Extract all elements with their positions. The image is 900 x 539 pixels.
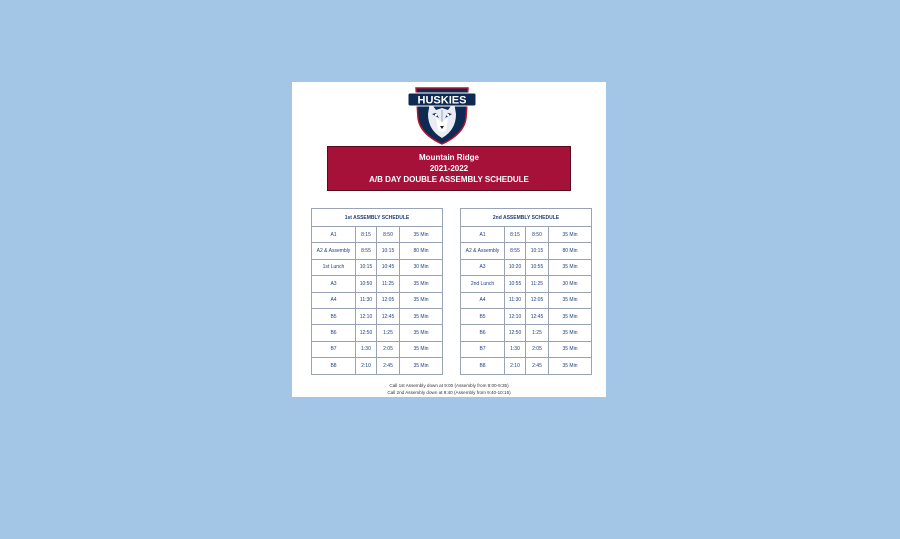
logo-wordmark: HUSKIES [417, 94, 467, 107]
start-time: 8:55 [505, 243, 526, 259]
duration: 30 Min [400, 259, 443, 275]
end-time: 2:45 [377, 358, 400, 374]
end-time: 12:05 [526, 292, 549, 308]
end-time: 8:50 [377, 227, 400, 243]
duration: 80 Min [400, 243, 443, 259]
end-time: 2:05 [526, 341, 549, 357]
start-time: 2:10 [505, 358, 526, 374]
table-row [312, 292, 443, 308]
table-title: 1st ASSEMBLY SCHEDULE [312, 209, 443, 227]
end-time: 2:05 [377, 341, 400, 357]
period-name: B6 [461, 325, 505, 341]
table-row [312, 243, 443, 259]
period-name: A1 [461, 227, 505, 243]
duration: 35 Min [549, 325, 592, 341]
schedule-title: A/B DAY DOUBLE ASSEMBLY SCHEDULE [369, 175, 529, 184]
start-time: 10:15 [356, 259, 377, 275]
table-row [312, 276, 443, 292]
table-row [312, 325, 443, 341]
period-name: A4 [461, 292, 505, 308]
end-time: 12:45 [377, 308, 400, 324]
duration: 35 Min [400, 308, 443, 324]
period-name: A4 [312, 292, 356, 308]
period-name: B7 [312, 341, 356, 357]
start-time: 11:30 [505, 292, 526, 308]
duration: 80 Min [549, 243, 592, 259]
title-banner [327, 146, 571, 191]
table-row [312, 341, 443, 357]
assembly-schedule-table-2 [460, 208, 592, 375]
duration: 35 Min [549, 308, 592, 324]
start-time: 10:50 [356, 276, 377, 292]
period-name: 2nd Lunch [461, 276, 505, 292]
school-name: Mountain Ridge [419, 153, 479, 162]
end-time: 10:45 [377, 259, 400, 275]
duration: 35 Min [549, 341, 592, 357]
table-row [461, 292, 592, 308]
period-name: B5 [312, 308, 356, 324]
period-name: B8 [312, 358, 356, 374]
table-row [312, 259, 443, 275]
period-name: A2 & Assembly [461, 243, 505, 259]
table-title: 2nd ASSEMBLY SCHEDULE [461, 209, 592, 227]
table-row [461, 243, 592, 259]
duration: 35 Min [549, 358, 592, 374]
duration: 35 Min [400, 341, 443, 357]
start-time: 12:10 [356, 308, 377, 324]
duration: 30 Min [549, 276, 592, 292]
table-row [461, 325, 592, 341]
start-time: 12:10 [505, 308, 526, 324]
start-time: 2:10 [356, 358, 377, 374]
table-row [461, 276, 592, 292]
start-time: 10:55 [505, 276, 526, 292]
end-time: 10:15 [526, 243, 549, 259]
assembly-notes [292, 382, 606, 396]
table-row [312, 227, 443, 243]
table-row [461, 341, 592, 357]
end-time: 10:15 [377, 243, 400, 259]
period-name: A3 [461, 259, 505, 275]
start-time: 8:55 [356, 243, 377, 259]
period-name: B8 [461, 358, 505, 374]
end-time: 10:55 [526, 259, 549, 275]
end-time: 2:45 [526, 358, 549, 374]
duration: 35 Min [400, 325, 443, 341]
duration: 35 Min [549, 292, 592, 308]
table-row [312, 358, 443, 374]
start-time: 10:20 [505, 259, 526, 275]
note-line: Call 1st Assembly down at 9:00 (Assembly from 9:00-9:35) [389, 383, 509, 388]
period-name: A3 [312, 276, 356, 292]
table-row [461, 227, 592, 243]
table-row [461, 358, 592, 374]
note-line: Call 2nd Assembly down at 9:40 (Assembly from 9:40-10:15) [387, 390, 511, 395]
duration: 35 Min [549, 227, 592, 243]
start-time: 11:30 [356, 292, 377, 308]
end-time: 1:25 [526, 325, 549, 341]
period-name: B5 [461, 308, 505, 324]
husky-shield-logo [406, 84, 478, 146]
start-time: 1:30 [356, 341, 377, 357]
end-time: 8:50 [526, 227, 549, 243]
end-time: 12:45 [526, 308, 549, 324]
end-time: 1:25 [377, 325, 400, 341]
end-time: 11:25 [526, 276, 549, 292]
duration: 35 Min [549, 259, 592, 275]
period-name: B7 [461, 341, 505, 357]
duration: 35 Min [400, 276, 443, 292]
start-time: 12:50 [356, 325, 377, 341]
start-time: 8:15 [505, 227, 526, 243]
period-name: 1st Lunch [312, 259, 356, 275]
school-year: 2021-2022 [429, 164, 469, 173]
start-time: 12:50 [505, 325, 526, 341]
period-name: A1 [312, 227, 356, 243]
duration: 35 Min [400, 292, 443, 308]
end-time: 12:05 [377, 292, 400, 308]
table-row [461, 259, 592, 275]
period-name: A2 & Assembly [312, 243, 356, 259]
schedule-document [292, 82, 606, 397]
start-time: 8:15 [356, 227, 377, 243]
end-time: 11:25 [377, 276, 400, 292]
table-row [312, 308, 443, 324]
period-name: B6 [312, 325, 356, 341]
start-time: 1:30 [505, 341, 526, 357]
assembly-schedule-table-1 [311, 208, 443, 375]
table-row [461, 308, 592, 324]
duration: 35 Min [400, 358, 443, 374]
duration: 35 Min [400, 227, 443, 243]
